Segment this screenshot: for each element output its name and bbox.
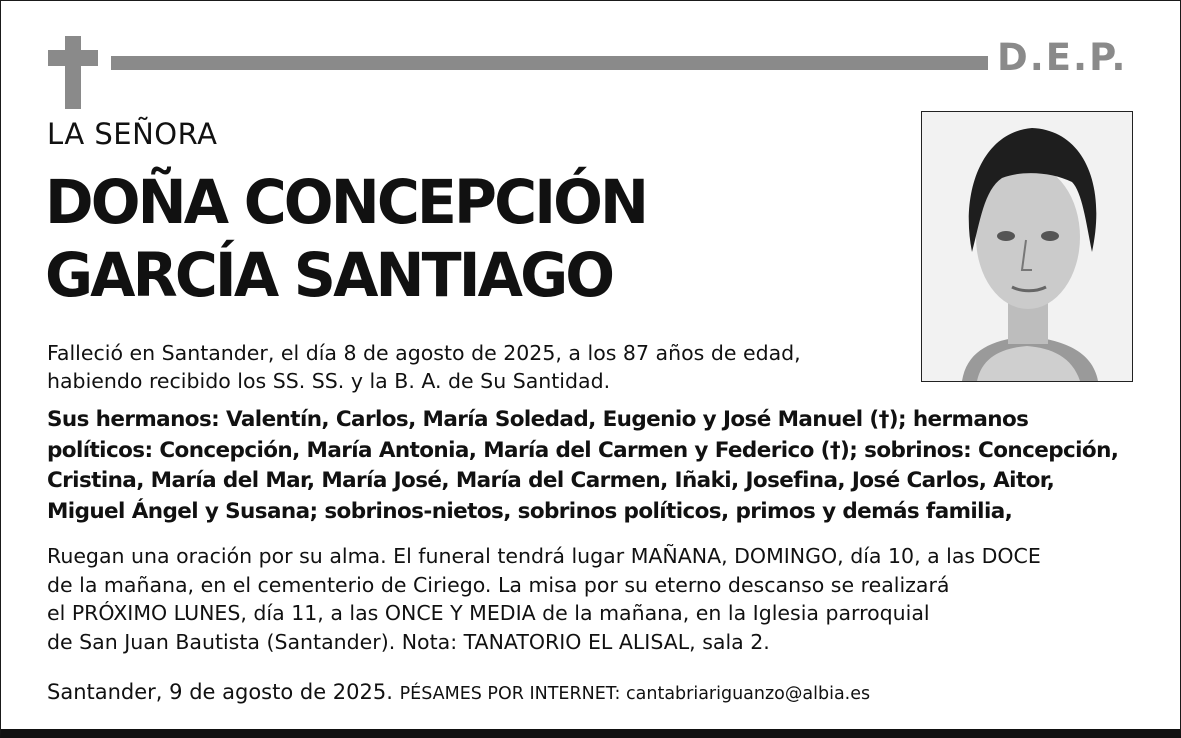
death-notice — [47, 339, 801, 395]
text-line: de San Juan Bautista (Santander). Nota: TANATORIO EL ALISAL, sala 2. — [47, 629, 770, 654]
text-line: Cristina, María del Mar, María José, María del Carmen, Iñaki, Josefina, José Carlos, Aitor, — [47, 468, 1055, 493]
funeral-details — [47, 542, 1041, 656]
family-list — [47, 405, 1118, 527]
name-line: GARCÍA SANTIAGO — [45, 240, 613, 311]
name-line: DOÑA CONCEPCIÓN — [45, 167, 647, 238]
footer — [47, 678, 870, 708]
text-line: Miguel Ángel y Susana; sobrinos-nietos, sobrinos políticos, primos y demás familia, — [47, 498, 1013, 524]
text-line: Falleció en Santander, el día 8 de agosto de 2025, a los 87 años de edad, — [47, 341, 801, 365]
header-rule — [111, 56, 988, 70]
text-line: Ruegan una oración por su alma. El funeral tendrá lugar MAÑANA, DOMINGO, día 10, a las DOCE — [47, 544, 1041, 568]
text-line: el PRÓXIMO LUNES, día 11, a las ONCE Y MEDIA de la mañana, en la Iglesia parroquial — [47, 601, 930, 625]
deceased-name — [45, 166, 646, 312]
text-line: Sus hermanos: Valentín, Carlos, María Soledad, Eugenio y José Manuel (†); hermanos — [47, 407, 1029, 432]
place-date: Santander, 9 de agosto de 2025. — [47, 680, 393, 704]
honorific: LA SEÑORA — [47, 117, 218, 151]
dep-label: D.E.P. — [997, 36, 1128, 79]
text-line: políticos: Concepción, María Antonia, María del Carmen y Federico (†); sobrinos: Concepción, — [47, 437, 1119, 463]
text-line: de la mañana, en el cementerio de Ciriego. La misa por su eterno descanso se realizará — [47, 572, 950, 597]
text-line: habiendo recibido los SS. SS. y la B. A. de Su Santidad. — [47, 369, 611, 393]
portrait-photo — [921, 111, 1133, 382]
condolences-line: PÉSAMES POR INTERNET: cantabriariguanzo@albia.es — [399, 684, 871, 704]
cross-icon — [48, 36, 98, 109]
